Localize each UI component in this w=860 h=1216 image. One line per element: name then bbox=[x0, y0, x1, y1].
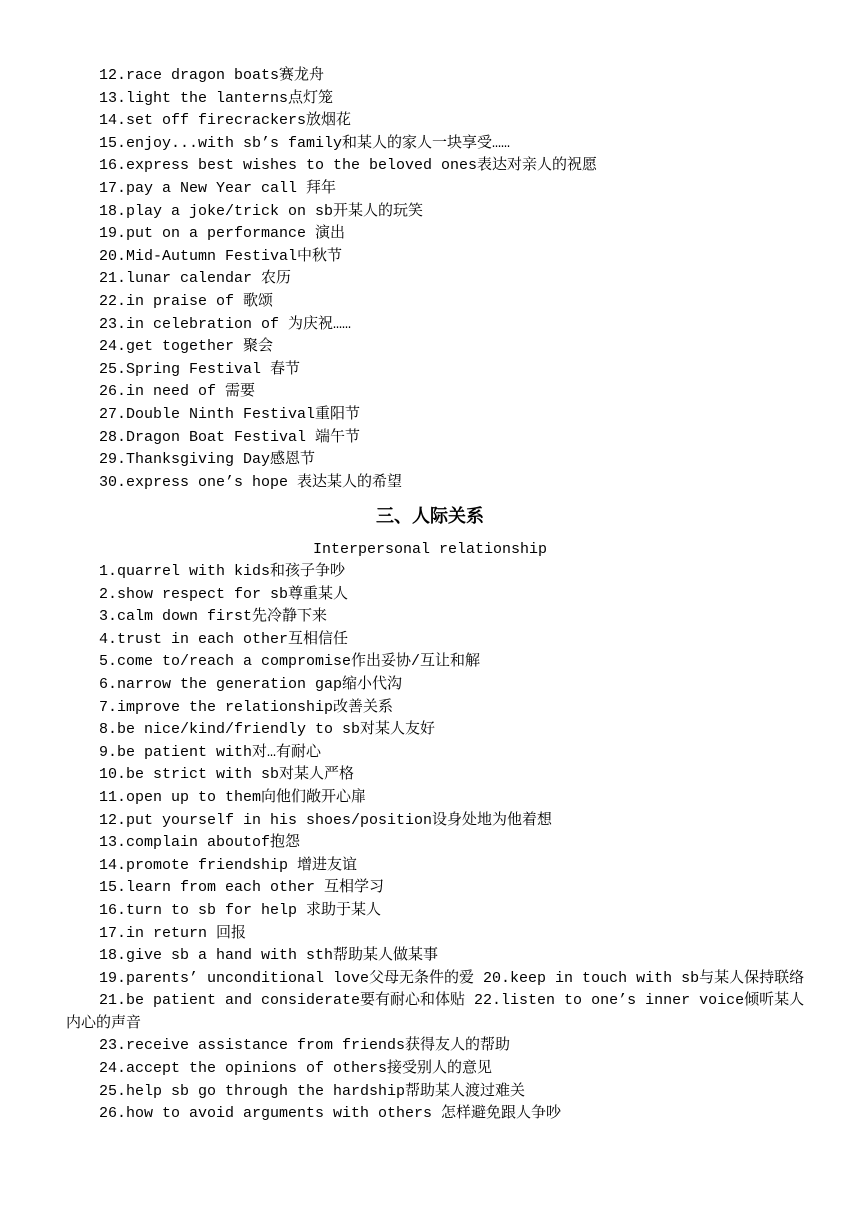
list-item: 17.in return 回报 bbox=[99, 924, 247, 942]
list-item: 28.Dragon Boat Festival 端午节 bbox=[99, 428, 361, 446]
list-item: 19.parents’ unconditional love父母无条件的爱 20.keep in touch with sb与某人保持联络 bbox=[99, 969, 805, 987]
list-item: 26.in need of 需要 bbox=[99, 383, 256, 401]
list-item: 23.in celebration of 为庆祝…… bbox=[99, 315, 352, 333]
relationship-phrase-list bbox=[66, 561, 806, 1126]
list-item: 24.accept the opinions of others接受别人的意见 bbox=[99, 1060, 493, 1078]
list-item: 19.put on a performance 演出 bbox=[99, 225, 346, 243]
section-title: 三、人际关系 bbox=[376, 506, 484, 527]
list-item: 26.how to avoid arguments with others 怎样避免跟人争吵 bbox=[99, 1105, 562, 1123]
list-item: 25.help sb go through the hardship帮助某人渡过难关 bbox=[99, 1082, 526, 1100]
list-item: 10.be strict with sb对某人严格 bbox=[99, 766, 355, 784]
list-item: 18.play a joke/trick on sb开某人的玩笑 bbox=[99, 202, 424, 220]
list-item: 12.put yourself in his shoes/position设身处地为他着想 bbox=[99, 811, 553, 829]
list-item: 25.Spring Festival 春节 bbox=[99, 360, 301, 378]
list-item: 8.be nice/kind/friendly to sb对某人友好 bbox=[99, 721, 436, 739]
list-item: 21.lunar calendar 农历 bbox=[99, 270, 292, 288]
list-item: 16.express best wishes to the beloved ones表达对亲人的祝愿 bbox=[99, 157, 598, 175]
list-item: 14.set off firecrackers放烟花 bbox=[99, 112, 352, 130]
list-item: 9.be patient with对…有耐心 bbox=[99, 743, 322, 761]
list-item: 12.race dragon boats赛龙舟 bbox=[99, 67, 325, 84]
list-item: 3.calm down first先冷静下来 bbox=[99, 608, 328, 626]
list-item: 14.promote friendship 增进友谊 bbox=[99, 856, 358, 874]
list-item: 22.in praise of 歌颂 bbox=[99, 292, 274, 310]
list-item: 27.Double Ninth Festival重阳节 bbox=[99, 405, 361, 423]
list-item: 20.Mid-Autumn Festival中秋节 bbox=[99, 247, 343, 265]
list-item: 30.express one’s hope 表达某人的希望 bbox=[99, 473, 403, 491]
list-item: 18.give sb a hand with sth帮助某人做某事 bbox=[99, 947, 439, 965]
list-item: 15.learn from each other 互相学习 bbox=[99, 879, 385, 897]
list-item: 5.come to/reach a compromise作出妥协/互让和解 bbox=[99, 653, 481, 671]
list-item: 16.turn to sb for help 求助于某人 bbox=[99, 901, 382, 919]
list-item: 1.quarrel with kids和孩子争吵 bbox=[99, 563, 346, 580]
section-subtitle: Interpersonal relationship bbox=[312, 541, 548, 558]
list-item: 23.receive assistance from friends获得友人的帮助 bbox=[99, 1037, 511, 1055]
list-item: 2.show respect for sb尊重某人 bbox=[99, 585, 349, 603]
list-item: 13.complain aboutof抱怨 bbox=[99, 834, 301, 852]
list-item: 6.narrow the generation gap缩小代沟 bbox=[99, 675, 403, 693]
list-item: 15.enjoy...with sb’s family和某人的家人一块享受…… bbox=[99, 134, 511, 152]
list-item: 13.light the lanterns点灯笼 bbox=[99, 89, 334, 107]
list-item: 7.improve the relationship改善关系 bbox=[99, 698, 394, 716]
list-item: 11.open up to them向他们敞开心扉 bbox=[99, 788, 367, 806]
list-item: 4.trust in each other互相信任 bbox=[99, 630, 349, 648]
list-item: 29.Thanksgiving Day感恩节 bbox=[99, 451, 316, 469]
list-item: 21.be patient and considerate要有耐心和体贴 22.listen to one’s inner voice倾听某人内心的声音 bbox=[66, 992, 805, 1032]
list-item: 24.get together 聚会 bbox=[99, 338, 274, 356]
list-item: 17.pay a New Year call 拜年 bbox=[99, 179, 337, 197]
festival-phrase-list bbox=[66, 65, 806, 494]
